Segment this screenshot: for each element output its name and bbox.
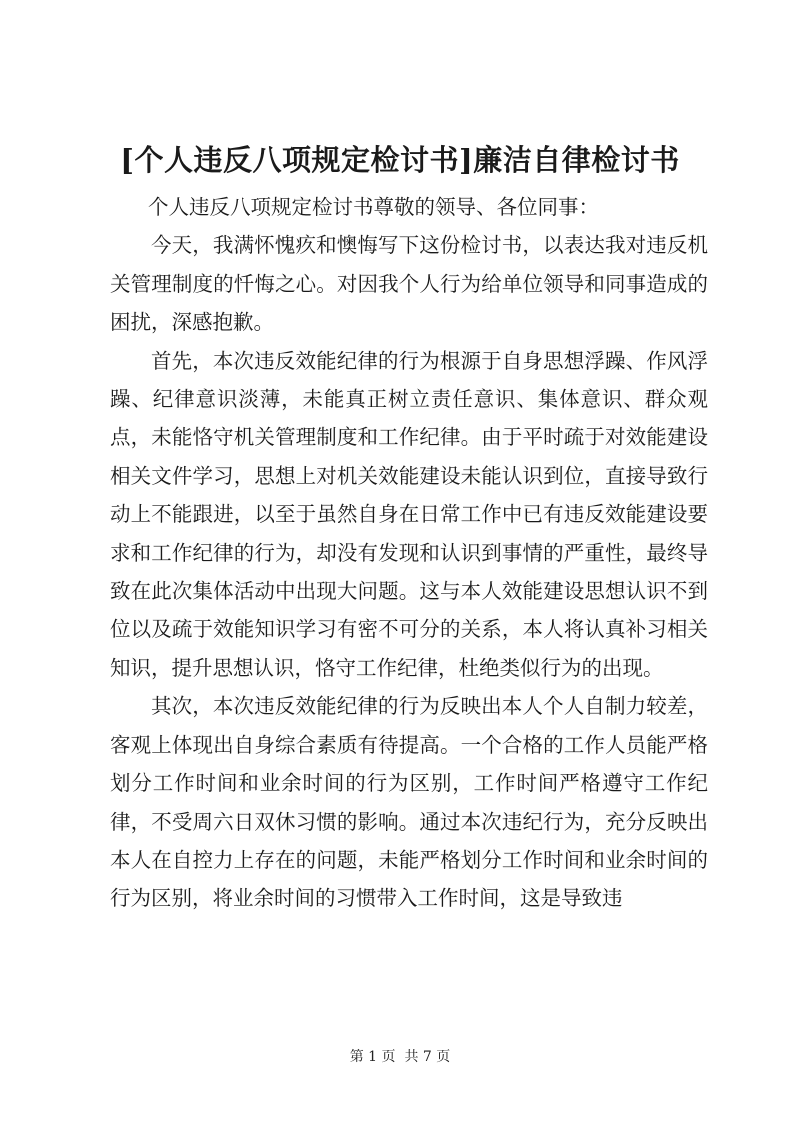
body-paragraph: 今天，我满怀愧疚和懊悔写下这份检讨书，以表达我对违反机关管理制度的忏悔之心。对因我个人行为给单位领导和同事造成的困扰，深感抱歉。 xyxy=(110,233,708,335)
salutation-paragraph: 个人违反八项规定检讨书尊敬的领导、各位同事： xyxy=(148,195,599,219)
body-paragraph: 其次，本次违反效能纪律的行为反映出本人个人自制力较差，客观上体现出自身综合素质有待提高。一个合格的工作人员能严格划分工作时间和业余时间的行为区别，工作时间严格遵守工作纪律，不受周六日双休习惯的影响。通过本次违纪行为，充分反映出本人在自控力上存在的问题，未能严格划分工作时间和业余时间的行为区别，将业余时间的习惯带入工作时间，这是导致违 xyxy=(110,694,708,911)
document-body xyxy=(110,188,708,918)
page-number-footer: 第 1 页 共 7 页 xyxy=(349,1049,451,1065)
document-title: [个人违反八项规定检讨书]廉洁自律检讨书 xyxy=(120,143,680,177)
body-paragraph: 首先，本次违反效能纪律的行为根源于自身思想浮躁、作风浮躁、纪律意识淡薄，未能真正树立责任意识、集体意识、群众观点，未能恪守机关管理制度和工作纪律。由于平时疏于对效能建设相关文件学习，思想上对机关效能建设未能认识到位，直接导致行动上不能跟进，以至于虽然自身在日常工作中已有违反效能建设要求和工作纪律的行为，却没有发现和认识到事情的严重性，最终导致在此次集体活动中出现大问题。这与本人效能建设思想认识不到位以及疏于效能知识学习有密不可分的关系，本人将认真补习相关知识，提升思想认识，恪守工作纪律，杜绝类似行为的出现。 xyxy=(110,348,708,680)
